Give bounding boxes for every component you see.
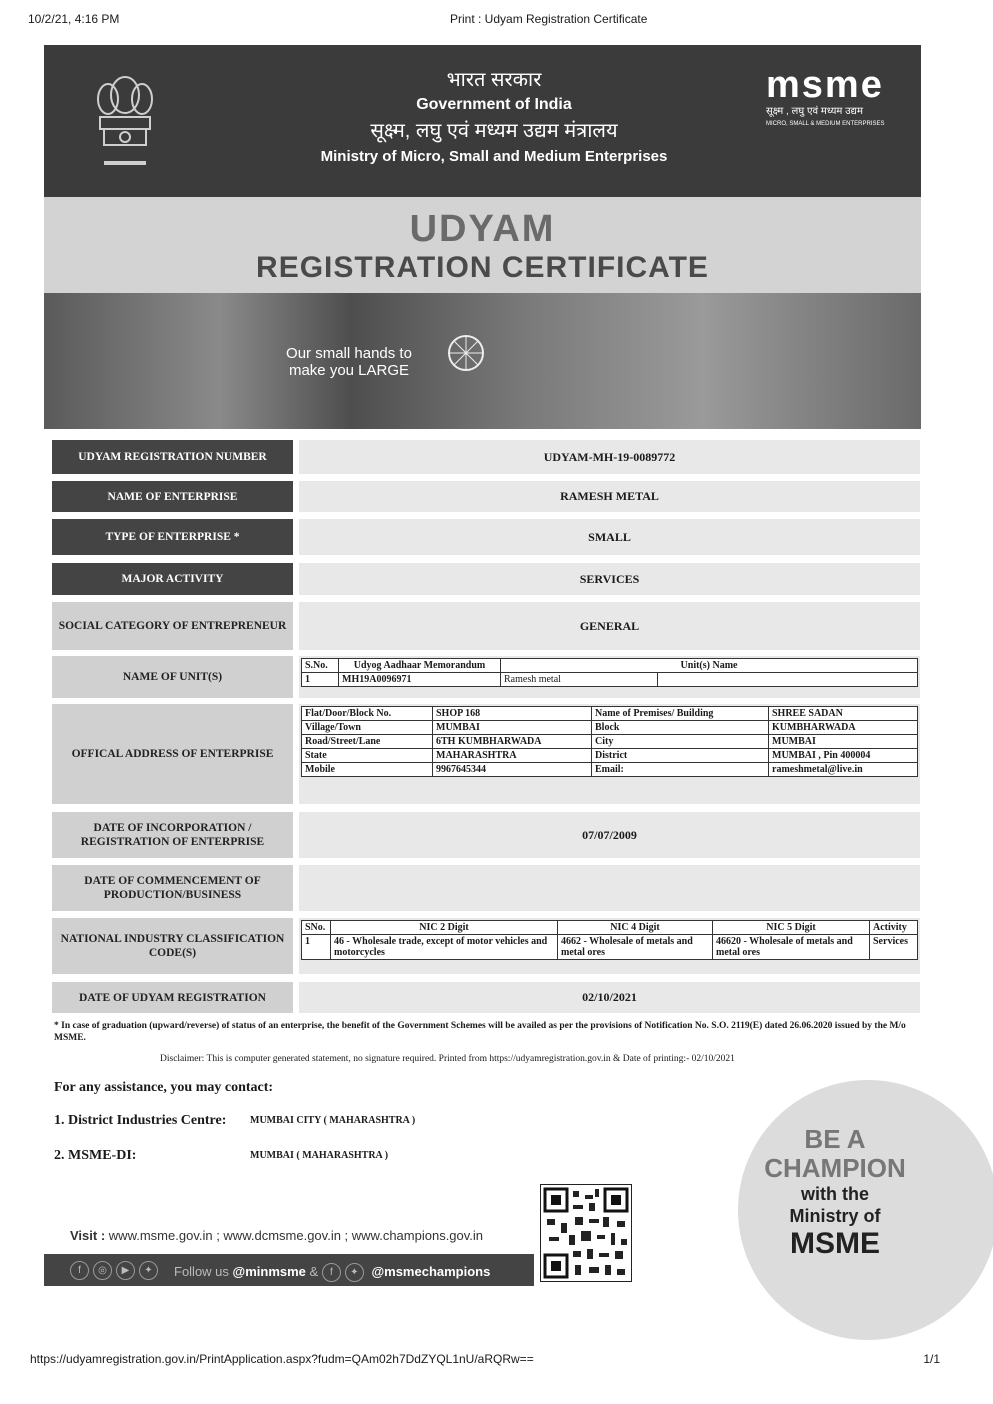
table-header-cell: Unit(s) Name: [501, 659, 918, 673]
nic-code-label: NATIONAL INDUSTRY CLASSIFICATION CODE(S): [52, 918, 293, 974]
msme-di-value: MUMBAI ( MAHARASHTRA ): [250, 1150, 389, 1161]
address-table: [301, 706, 918, 777]
address-value: SHREE SADAN: [769, 707, 918, 721]
twitter-icon[interactable]: ✦: [139, 1261, 158, 1280]
address-key: Block: [592, 721, 769, 735]
footnote: * In case of graduation (upward/reverse) of status of an enterprise, the benefit of the Government Schemes will be availed as per the provisions of Notification No. S.O. 2119(E) dated 26.06.2020 issued by the M/o MSME.: [54, 1021, 906, 1043]
address-key: Name of Premises/ Building: [592, 707, 769, 721]
address-key: Flat/Door/Block No.: [302, 707, 433, 721]
table-cell: 1: [302, 935, 331, 960]
address-value: MUMBAI: [433, 721, 592, 735]
units-label: NAME OF UNIT(S): [52, 656, 293, 698]
enterprise-type-value: SMALL: [299, 519, 920, 555]
incorporation-date-label: DATE OF INCORPORATION / REGISTRATION OF ENTERPRISE: [52, 812, 293, 858]
certificate-title-band: [44, 197, 921, 293]
social-category-label: SOCIAL CATEGORY OF ENTREPRENEUR: [52, 602, 293, 650]
address-value: MAHARASHTRA: [433, 749, 592, 763]
assistance-heading: For any assistance, you may contact:: [54, 1080, 274, 1095]
follow-amp: &: [309, 1263, 319, 1279]
table-cell: Ramesh metal: [501, 673, 658, 687]
table-header-cell: Activity: [870, 921, 918, 935]
units-table: [301, 658, 918, 687]
table-header-cell: NIC 2 Digit: [331, 921, 558, 935]
nic-table: [301, 920, 918, 960]
photo-banner: [44, 293, 921, 429]
address-key: District: [592, 749, 769, 763]
table-cell: 1: [302, 673, 339, 687]
page-number: 1/1: [923, 1352, 940, 1366]
incorporation-date-value: 07/07/2009: [299, 812, 920, 858]
certificate-title: UDYAM: [409, 208, 556, 250]
visit-label: Visit :: [70, 1228, 106, 1243]
ministry-english: Ministry of Micro, Small and Medium Enterprises: [320, 148, 668, 165]
twitter-icon[interactable]: ✦: [345, 1263, 364, 1282]
commencement-date-label: DATE OF COMMENCEMENT OF PRODUCTION/BUSINESS: [52, 865, 293, 911]
enterprise-name-value: RAMESH METAL: [299, 481, 920, 512]
table-header-cell: NIC 5 Digit: [713, 921, 870, 935]
table-row: [302, 749, 918, 763]
champion-promo: [740, 1125, 930, 1261]
table-cell: Services: [870, 935, 918, 960]
follow-handle-champions[interactable]: @msmechampions: [371, 1263, 491, 1279]
msme-logo: [766, 65, 906, 129]
table-header-cell: NIC 4 Digit: [558, 921, 713, 935]
table-row: [302, 735, 918, 749]
disclaimer: Disclaimer: This is computer generated statement, no signature required. Printed from https://udyamregistration.gov.in & Date of printing:- 02/10/2021: [160, 1054, 735, 1064]
address-value: MUMBAI: [769, 735, 918, 749]
print-title: Print : Udyam Registration Certificate: [450, 12, 648, 26]
table-header-cell: S.No.: [302, 659, 339, 673]
msme-logo-hindi: सूक्ष्म , लघु एवं मध्यम उद्यम: [766, 106, 863, 117]
address-value: SHOP 168: [433, 707, 592, 721]
msme-logo-subtitle: MICRO, SMALL & MEDIUM ENTERPRISES: [766, 121, 885, 127]
ministry-hindi: सूक्ष्म, लघु एवं मध्यम उद्यम मंत्रालय: [370, 120, 618, 142]
address-value: MUMBAI , Pin 400004: [769, 749, 918, 763]
youtube-icon[interactable]: ▶: [116, 1261, 135, 1280]
table-row: [302, 707, 918, 721]
enterprise-type-label: TYPE OF ENTERPRISE *: [52, 519, 293, 555]
address-key: Village/Town: [302, 721, 433, 735]
dic-label: 1. District Industries Centre:: [54, 1113, 227, 1128]
udyam-date-value: 02/10/2021: [299, 982, 920, 1013]
address-value: 9967645344: [433, 763, 592, 777]
champion-word: CHAMPION: [764, 1153, 906, 1183]
visit-links[interactable]: www.msme.gov.in ; www.dcmsme.gov.in ; www.champions.gov.in: [108, 1228, 484, 1243]
commencement-date-value: [299, 865, 920, 911]
facebook-icon[interactable]: f: [70, 1261, 89, 1280]
major-activity-value: SERVICES: [299, 563, 920, 595]
visit-line: [70, 1228, 483, 1243]
table-row: [302, 935, 918, 960]
follow-prefix: Follow us: [174, 1263, 229, 1279]
address-value: rameshmetal@live.in: [769, 763, 918, 777]
table-row: [302, 673, 918, 687]
address-value: KUMBHARWADA: [769, 721, 918, 735]
print-datetime: 10/2/21, 4:16 PM: [28, 12, 120, 26]
wheel-icon: [446, 333, 486, 373]
print-url[interactable]: https://udyamregistration.gov.in/PrintApplication.aspx?fudm=QAm02h7DdZYQL1nU/aRQRw==: [30, 1352, 534, 1366]
msme-di-label: 2. MSME-DI:: [54, 1148, 137, 1163]
table-row: [302, 721, 918, 735]
facebook-icon[interactable]: f: [322, 1263, 341, 1282]
major-activity-label: MAJOR ACTIVITY: [52, 563, 293, 595]
social-icons: [70, 1261, 162, 1280]
champion-msme: MSME: [790, 1227, 880, 1260]
champion-be-a: BE A: [804, 1124, 866, 1154]
table-cell: MH19A0096971: [339, 673, 501, 687]
address-key: Email:: [592, 763, 769, 777]
udyam-date-label: DATE OF UDYAM REGISTRATION: [52, 982, 293, 1013]
table-row: [302, 763, 918, 777]
national-emblem-icon: [84, 67, 166, 175]
follow-text: [174, 1263, 490, 1282]
table-header-row: [302, 921, 918, 935]
instagram-icon[interactable]: ◎: [93, 1261, 112, 1280]
address-value: 6TH KUMBHARWADA: [433, 735, 592, 749]
champion-ministry-of: Ministry of: [789, 1206, 881, 1226]
address-key: Mobile: [302, 763, 433, 777]
champion-with-the: with the: [801, 1184, 869, 1204]
enterprise-name-label: NAME OF ENTERPRISE: [52, 481, 293, 512]
table-cell: 46620 - Wholesale of metals and metal ores: [713, 935, 870, 960]
government-hindi: भारत सरकार: [446, 69, 542, 91]
qr-code-icon: [540, 1184, 632, 1282]
msme-logo-mark: msme: [766, 64, 884, 106]
table-header-cell: SNo.: [302, 921, 331, 935]
certificate-subtitle: REGISTRATION CERTIFICATE: [256, 251, 709, 284]
table-header-row: [302, 659, 918, 673]
table-header-cell: Udyog Aadhaar Memorandum: [339, 659, 501, 673]
table-cell: 4662 - Wholesale of metals and metal ores: [558, 935, 713, 960]
government-english: Government of India: [416, 96, 572, 113]
address-key: State: [302, 749, 433, 763]
follow-handle-minmsme[interactable]: @minmsme: [232, 1263, 306, 1279]
social-category-value: GENERAL: [299, 602, 920, 650]
government-banner: [44, 45, 921, 197]
reg-number-label: UDYAM REGISTRATION NUMBER: [52, 440, 293, 474]
reg-number-value: UDYAM-MH-19-0089772: [299, 440, 920, 474]
table-cell: 46 - Wholesale trade, except of motor vehicles and motorcycles: [331, 935, 558, 960]
address-label: OFFICAL ADDRESS OF ENTERPRISE: [52, 704, 293, 804]
tagline: Our small hands to make you LARGE: [286, 345, 412, 379]
dic-value: MUMBAI CITY ( MAHARASHTRA ): [250, 1115, 416, 1126]
address-key: City: [592, 735, 769, 749]
government-title-block: [234, 67, 754, 169]
table-cell: [658, 673, 918, 687]
address-key: Road/Street/Lane: [302, 735, 433, 749]
social-follow-bar: [44, 1254, 534, 1286]
